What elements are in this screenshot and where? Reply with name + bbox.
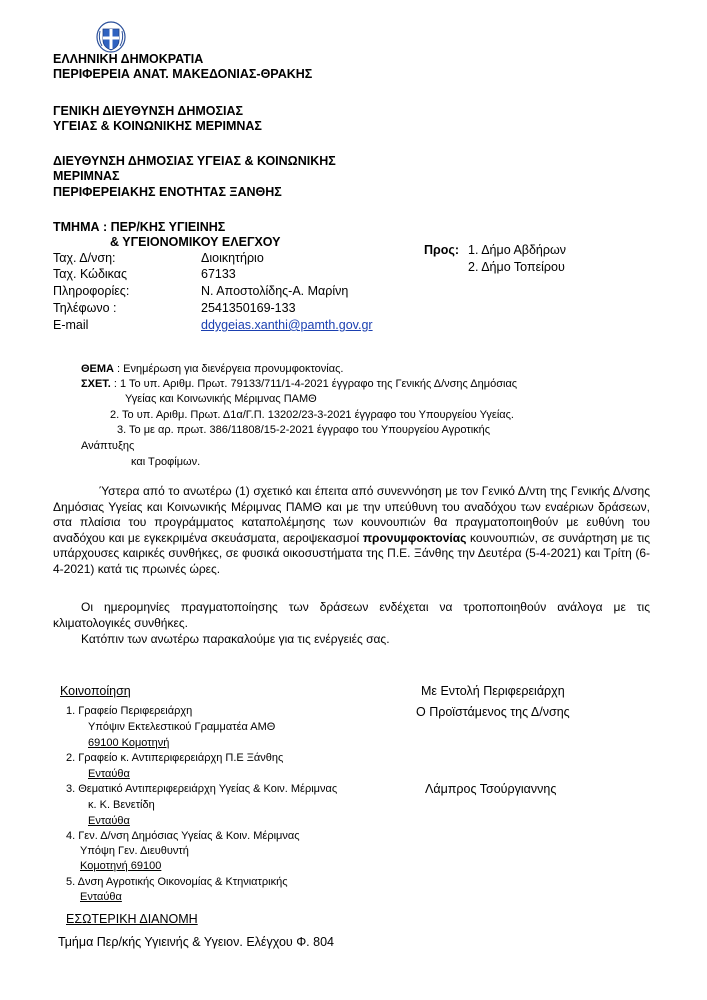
cc-item-4a: 4. Γεν. Δ/νση Δημόσιας Υγείας & Κοιν. Μέριμνας <box>66 830 300 842</box>
recipients-label: Προς: <box>424 243 460 257</box>
body-paragraph-1 <box>53 484 650 577</box>
greek-emblem-icon <box>96 21 126 53</box>
contact-email-label: E-mail <box>53 318 89 332</box>
reference-label: ΣΧΕΤ. <box>81 378 111 390</box>
internal-distribution-line: Τμήμα Περ/κής Υγιεινής & Υγειον. Ελέγχου Φ. 804 <box>58 935 334 949</box>
cc-item-3a: 3. Θεματικό Αντιπεριφερειάρχη Υγείας & Κοιν. Μέριμνας <box>66 783 338 795</box>
body-paragraph-1-end: κουνουπιών, σε συνάρτηση με τις υπάρχουσες καιρικές συνθήκες, σε φυσικά οικοσυστήματα της Π.Ε. Ξάνθης την Δευτέρα (5-4-2021) και Τρίτη (6-4-2021) κατά τις πρωινές ώρες. <box>53 530 651 576</box>
reference-3a: 3. Το με αρ. πρωτ. 386/11808/15-2-2021 έγγραφο του Υπουργείου Αγροτικής <box>117 424 491 436</box>
recipient-2: 2. Δήμο Τοπείρου <box>468 260 565 274</box>
cc-item-1b: Υπόψιν Εκτελεστικού Γραμματέα ΑΜΘ <box>88 721 276 733</box>
contact-phone-value: 2541350169-133 <box>201 301 296 315</box>
cc-item-1c: 69100 Κομοτηνή <box>88 737 170 749</box>
cc-item-3b: κ. Κ. Βενετίδη <box>88 799 155 811</box>
signature-name: Λάμπρος Τσούργιαννης <box>425 782 557 796</box>
contact-phone-label: Τηλέφωνο : <box>53 301 117 315</box>
contact-info-value: Ν. Αποστολίδης-Α. Μαρίνη <box>201 284 349 298</box>
general-directorate-2: ΥΓΕΙΑΣ & ΚΟΙΝΩΝΙΚΗΣ ΜΕΡΙΜΝΑΣ <box>53 119 262 133</box>
recipient-1: 1. Δήμο Αβδήρων <box>468 243 567 257</box>
cc-item-4b: Υπόψη Γεν. Διευθυντή <box>80 845 189 857</box>
body-paragraph-2: Οι ημερομηνίες πραγματοποίησης των δράσεων ενδέχεται να τροποποιηθούν ανάλογα με τις κλιματολογικές συνθήκες. <box>53 600 650 630</box>
contact-info-label: Πληροφορίες: <box>53 284 130 298</box>
internal-distribution-heading: ΕΣΩΤΕΡΙΚΗ ΔΙΑΝΟΜΗ <box>66 912 198 926</box>
cc-item-4c: Κομοτηνή 69100 <box>80 860 162 872</box>
cc-item-3c: Ενταύθα <box>88 815 130 827</box>
header-line-2: ΠΕΡΙΦΕΡΕΙΑ ΑΝΑΤ. ΜΑΚΕΔΟΝΙΑΣ-ΘΡΑΚΗΣ <box>53 67 313 81</box>
contact-postcode-label: Ταχ. Κώδικας <box>53 267 128 281</box>
department-2: & ΥΓΕΙΟΝΟΜΙΚΟΥ ΕΛΕΓΧΟΥ <box>110 235 281 249</box>
reference-1-text: : 1 Το υπ. Αριθμ. Πρωτ. 79133/711/1-4-2021 έγγραφο της Γενικής Δ/νσης Δημόσιας <box>110 378 518 390</box>
cc-item-2b: Ενταύθα <box>88 768 130 780</box>
reference-3c: και Τροφίμων. <box>131 456 201 468</box>
contact-email-link[interactable]: ddygeias.xanthi@pamth.gov.gr <box>201 318 373 332</box>
cc-item-5b: Ενταύθα <box>80 891 122 903</box>
department-1: ΤΜΗΜΑ : ΠΕΡ/ΚΗΣ ΥΓΙΕΙΝΗΣ <box>53 220 226 234</box>
directorate-1: ΔΙΕΥΘΥΝΣΗ ΔΗΜΟΣΙΑΣ ΥΓΕΙΑΣ & ΚΟΙΝΩΝΙΚΗΣ <box>53 154 336 168</box>
contact-address-label: Ταχ. Δ/νση: <box>53 251 116 265</box>
cc-item-2a: 2. Γραφείο κ. Αντιπεριφερειάρχη Π.Ε Ξάνθης <box>66 752 284 764</box>
general-directorate-1: ΓΕΝΙΚΗ ΔΙΕΥΘΥΝΣΗ ΔΗΜΟΣΙΑΣ <box>53 104 243 118</box>
body-paragraph-1-bold: προνυμφοκτονίας <box>362 530 467 545</box>
header-line-1: ΕΛΛΗΝΙΚΗ ΔΗΜΟΚΡΑΤΙΑ <box>53 52 204 66</box>
directorate-2: ΜΕΡΙΜΝΑΣ <box>53 169 120 183</box>
contact-postcode-value: 67133 <box>201 267 236 281</box>
subject-text: : Ενημέρωση για διενέργεια προνυμφοκτονίας. <box>114 363 344 375</box>
subject-label: ΘΕΜΑ <box>81 363 114 375</box>
cc-item-1a: 1. Γραφείο Περιφερειάρχη <box>66 705 193 717</box>
reference-1b: Υγείας και Κοινωνικής Μέριμνας ΠΑΜΘ <box>125 393 317 405</box>
reference-2: 2. Το υπ. Αριθμ. Πρωτ. Δ1α/Γ.Π. 13202/23-3-2021 έγγραφο του Υπουργείου Υγείας. <box>110 409 514 421</box>
reference-3b: Ανάπτυξης <box>81 440 135 452</box>
subject-line <box>81 363 343 375</box>
signature-title: Ο Προϊστάμενος της Δ/νσης <box>416 705 570 719</box>
reference-1a <box>81 378 517 390</box>
cc-item-5a: 5. Δνση Αγροτικής Οικονομίας & Κτηνιατρικής <box>66 876 288 888</box>
signature-on-behalf: Με Εντολή Περιφερειάρχη <box>421 684 565 698</box>
cc-heading: Κοινοποίηση <box>60 684 131 698</box>
contact-address-value: Διοικητήριο <box>201 251 264 265</box>
body-paragraph-1-start: Ύστερα από το ανωτέρω (1) σχετικό και έπειτα από συνεννόηση με τον Γενικό Δ/ντη της Γενικής Δ/νσης Δημόσιας Υγείας και Κοινωνικής Μέριμνας ΠΑΜΘ και με την υπεύθυνη του αναδόχου των εναέριων δράσεων, στα πλαίσια του προγράμματος καταπολέμησης των κουνουπιών θα πραγματοποιηθούν με ευθύνη του αναδόχου και με εγκεκριμένα σκευάσματα, αεροψεκασμοί <box>53 484 650 545</box>
directorate-3: ΠΕΡΙΦΕΡΕΙΑΚΗΣ ΕΝΟΤΗΤΑΣ ΞΑΝΘΗΣ <box>53 185 282 199</box>
body-paragraph-3: Κατόπιν των ανωτέρω παρακαλούμε για τις ενέργειές σας. <box>81 632 390 646</box>
